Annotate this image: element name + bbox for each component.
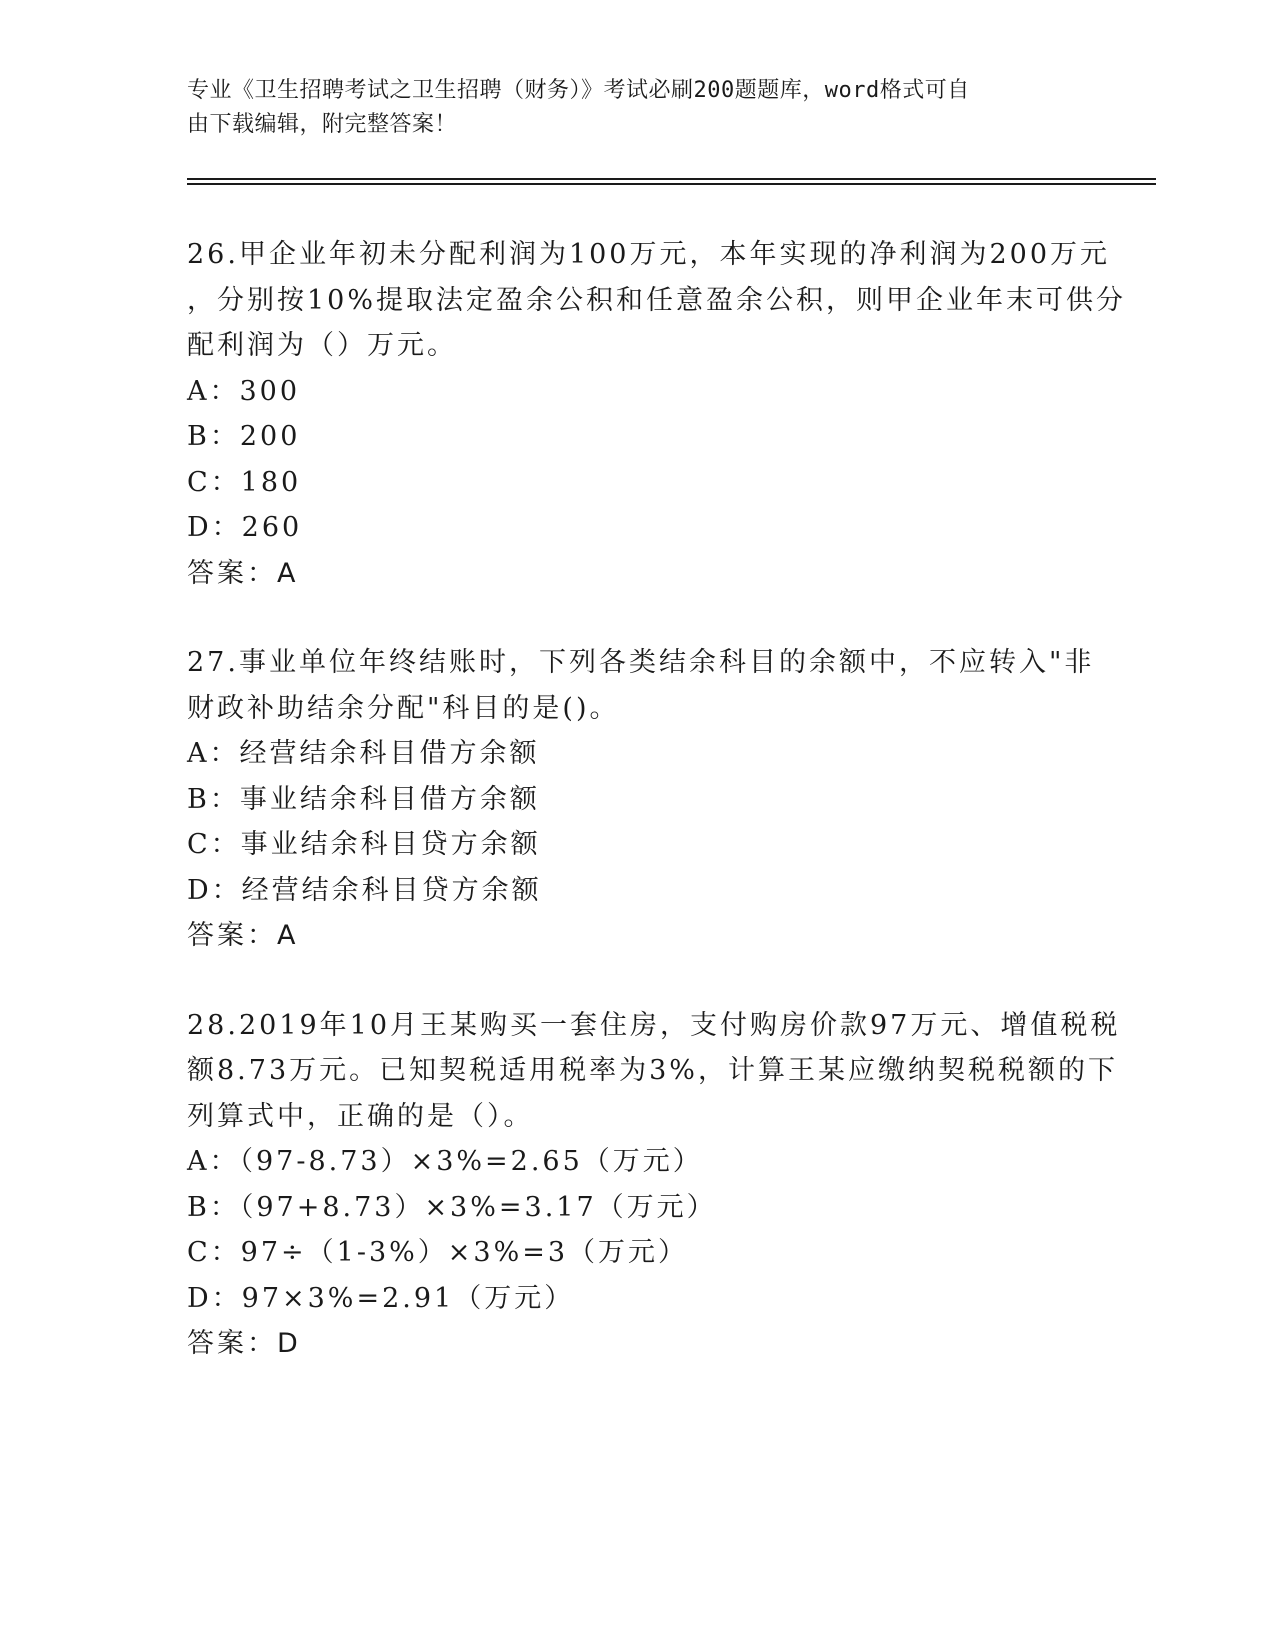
question-28 — [187, 1003, 1121, 1367]
answer-line: 答案：A — [187, 920, 299, 951]
option-a: A：（97-8.73）×3%=2.65（万元） — [187, 1146, 703, 1177]
document-header — [187, 74, 1087, 142]
option-c: C：97÷（1-3%）×3%=3（万元） — [187, 1237, 689, 1268]
header-line: 专业《卫生招聘考试之卫生招聘（财务）》考试必刷200题题库，word格式可自 — [187, 78, 970, 103]
question-text-line: 27.事业单位年终结账时，下列各类结余科目的余额中，不应转入"非 — [187, 647, 1095, 678]
option-c: C：事业结余科目贷方余额 — [187, 829, 541, 860]
option-a: A：300 — [187, 375, 301, 407]
answer-line: 答案：D — [187, 1328, 301, 1359]
question-text-line: 26.甲企业年初未分配利润为100万元，本年实现的净利润为200万元 — [187, 239, 1111, 270]
option-b: B：200 — [187, 421, 301, 452]
question-text-line: 配利润为（）万元。 — [187, 330, 457, 361]
header-line: 由下载编辑，附完整答案！ — [187, 112, 458, 137]
question-27 — [187, 640, 1095, 959]
question-text-line: 28.2019年10月王某购买一套住房，支付购房价款97万元、增值税税 — [187, 1009, 1121, 1041]
question-text-line: ，分别按10%提取法定盈余公积和任意盈余公积，则甲企业年末可供分 — [187, 284, 1127, 316]
option-d: D：260 — [187, 512, 303, 543]
question-26 — [187, 232, 1127, 596]
option-b: B：事业结余科目借方余额 — [187, 783, 540, 815]
header-divider-bottom — [187, 183, 1156, 185]
question-list — [187, 232, 1127, 1411]
option-d: D：经营结余科目贷方余额 — [187, 874, 542, 906]
option-a: A：经营结余科目借方余额 — [187, 738, 540, 769]
answer-line: 答案：A — [187, 557, 299, 589]
header-divider-top — [187, 178, 1156, 180]
question-text-line: 额8.73万元。已知契税适用税率为3%，计算王某应缴纳契税税额的下 — [187, 1055, 1118, 1086]
option-d: D：97×3%=2.91（万元） — [187, 1282, 575, 1314]
question-text-line: 列算式中，正确的是（）。 — [187, 1100, 534, 1132]
question-text-line: 财政补助结余分配"科目的是()。 — [187, 692, 620, 724]
option-b: B：（97+8.73）×3%=3.17（万元） — [187, 1191, 717, 1223]
option-c: C：180 — [187, 466, 302, 498]
